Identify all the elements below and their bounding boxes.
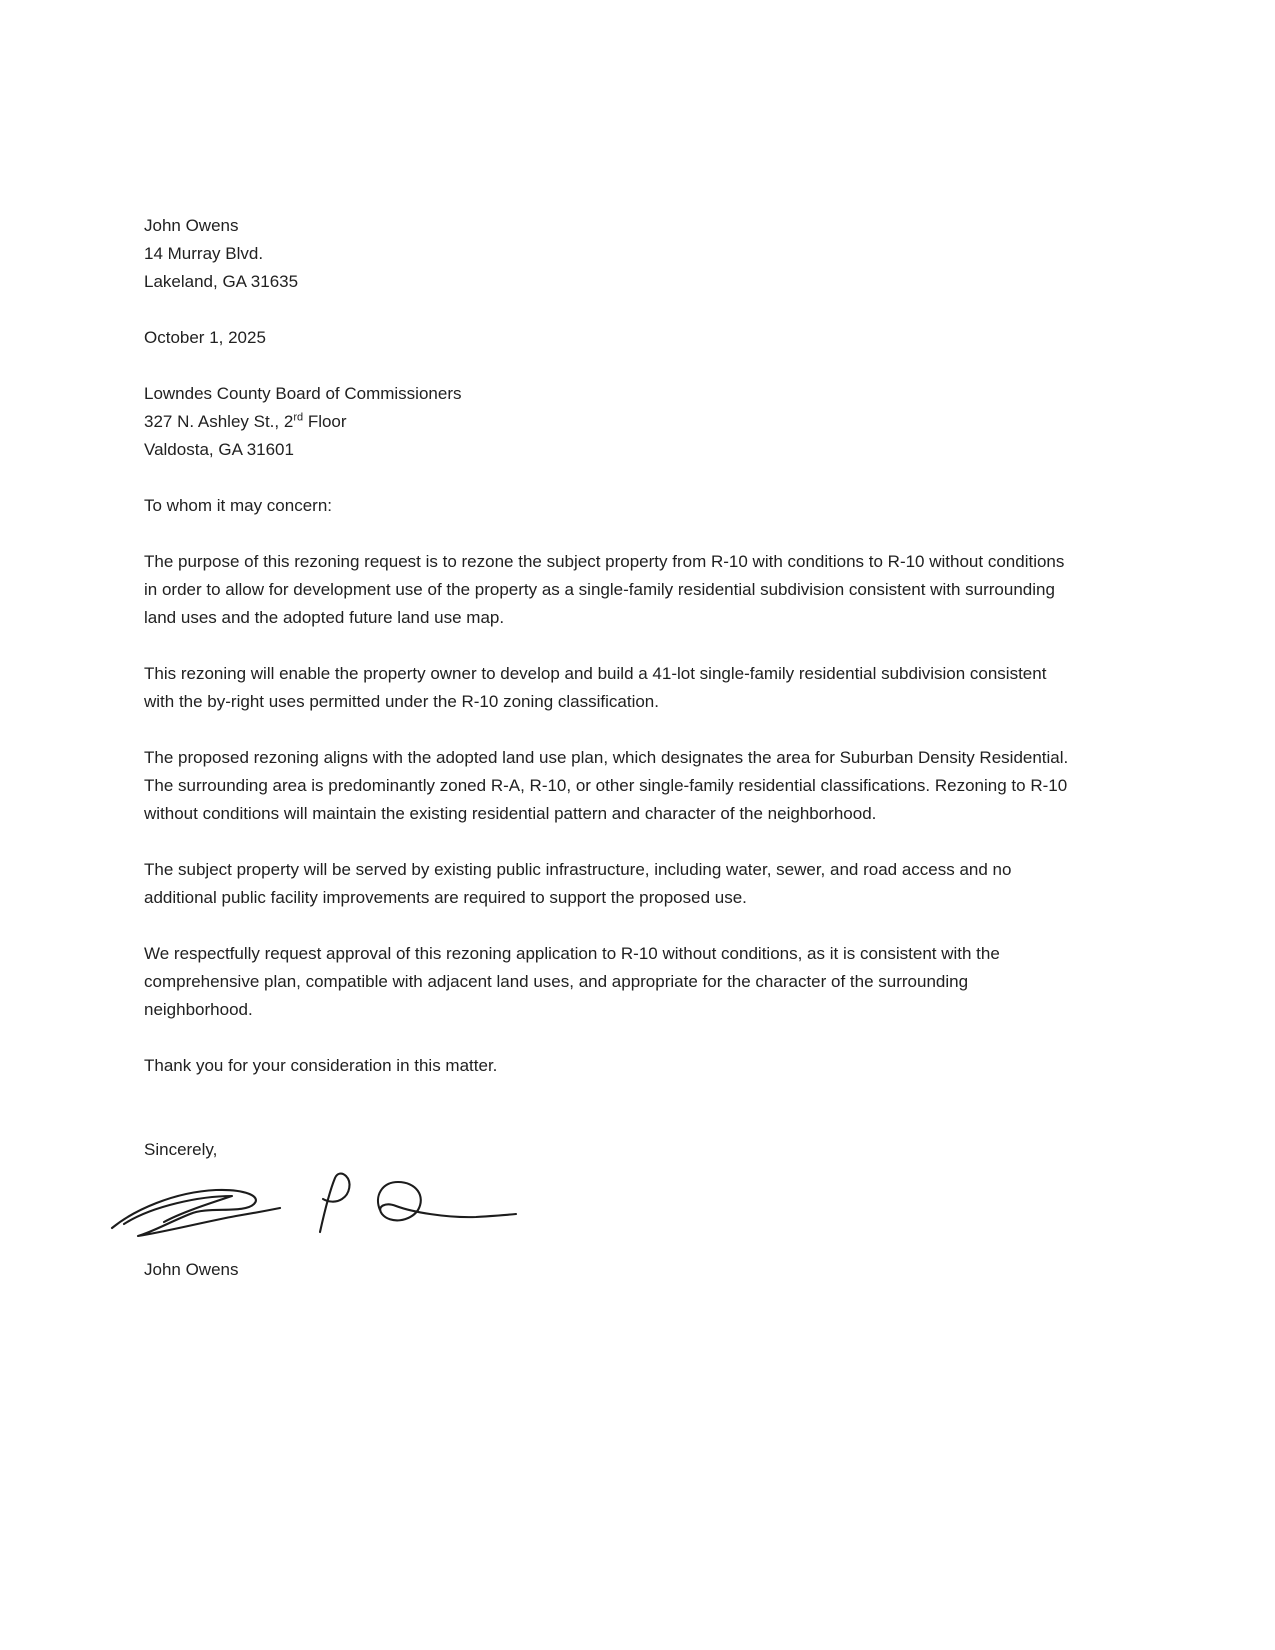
recipient-address-line1-pre: 327 N. Ashley St., 2: [144, 412, 294, 431]
sender-name: John Owens: [144, 216, 239, 235]
body-paragraph-4: The subject property will be served by existing public infrastructure, including water, sewer, and road access and no additional public facility improvements are required to support the proposed use.: [144, 860, 1012, 907]
recipient-address-line2: Valdosta, GA 31601: [144, 440, 294, 459]
typed-signature-name: John Owens: [144, 1260, 239, 1279]
signature-ink-icon: [104, 1166, 524, 1250]
body-paragraph-1: The purpose of this rezoning request is to rezone the subject property from R-10 with conditions to R-10 without conditions in order to allow for development use of the property as a single-family residential subdivision consistent with surrounding land uses and the adopted future land use map.: [144, 552, 1065, 627]
letter-date: October 1, 2025: [144, 328, 266, 347]
recipient-name: Lowndes County Board of Commissioners: [144, 384, 462, 403]
recipient-address-line1-post: Floor: [303, 412, 347, 431]
closing-line: Sincerely,: [144, 1140, 218, 1159]
body-paragraph-5: We respectfully request approval of this rezoning application to R-10 without conditions, as it is consistent with the comprehensive plan, compatible with adjacent land uses, and appropriate for the character of the surrounding neighborhood.: [144, 944, 1000, 1019]
salutation: [144, 492, 1075, 520]
body-paragraph-6: Thank you for your consideration in this matter.: [144, 1056, 498, 1075]
body-paragraph-3: The proposed rezoning aligns with the adopted land use plan, which designates the area for Suburban Density Residential. The surrounding area is predominantly zoned R-A, R-10, or other single-family residential classifications. Rezoning to R-10 without conditions will maintain the existing residential pattern and character of the neighborhood.: [144, 748, 1069, 823]
sender-address-line1: 14 Murray Blvd.: [144, 244, 264, 263]
recipient-address-line1: [144, 408, 1075, 436]
recipient-address-block: [144, 380, 1075, 464]
salutation-text: To whom it may concern:: [144, 496, 333, 515]
body-paragraph-2: This rezoning will enable the property owner to develop and build a 41-lot single-family residential subdivision consistent with the by-right uses permitted under the R-10 zoning classification.: [144, 664, 1047, 711]
ordinal-suffix: rd: [293, 411, 304, 424]
handwritten-signature: [104, 1166, 1075, 1250]
sender-address-block: [144, 212, 1075, 296]
date-line: [144, 324, 1075, 352]
sender-address-line2: Lakeland, GA 31635: [144, 272, 299, 291]
